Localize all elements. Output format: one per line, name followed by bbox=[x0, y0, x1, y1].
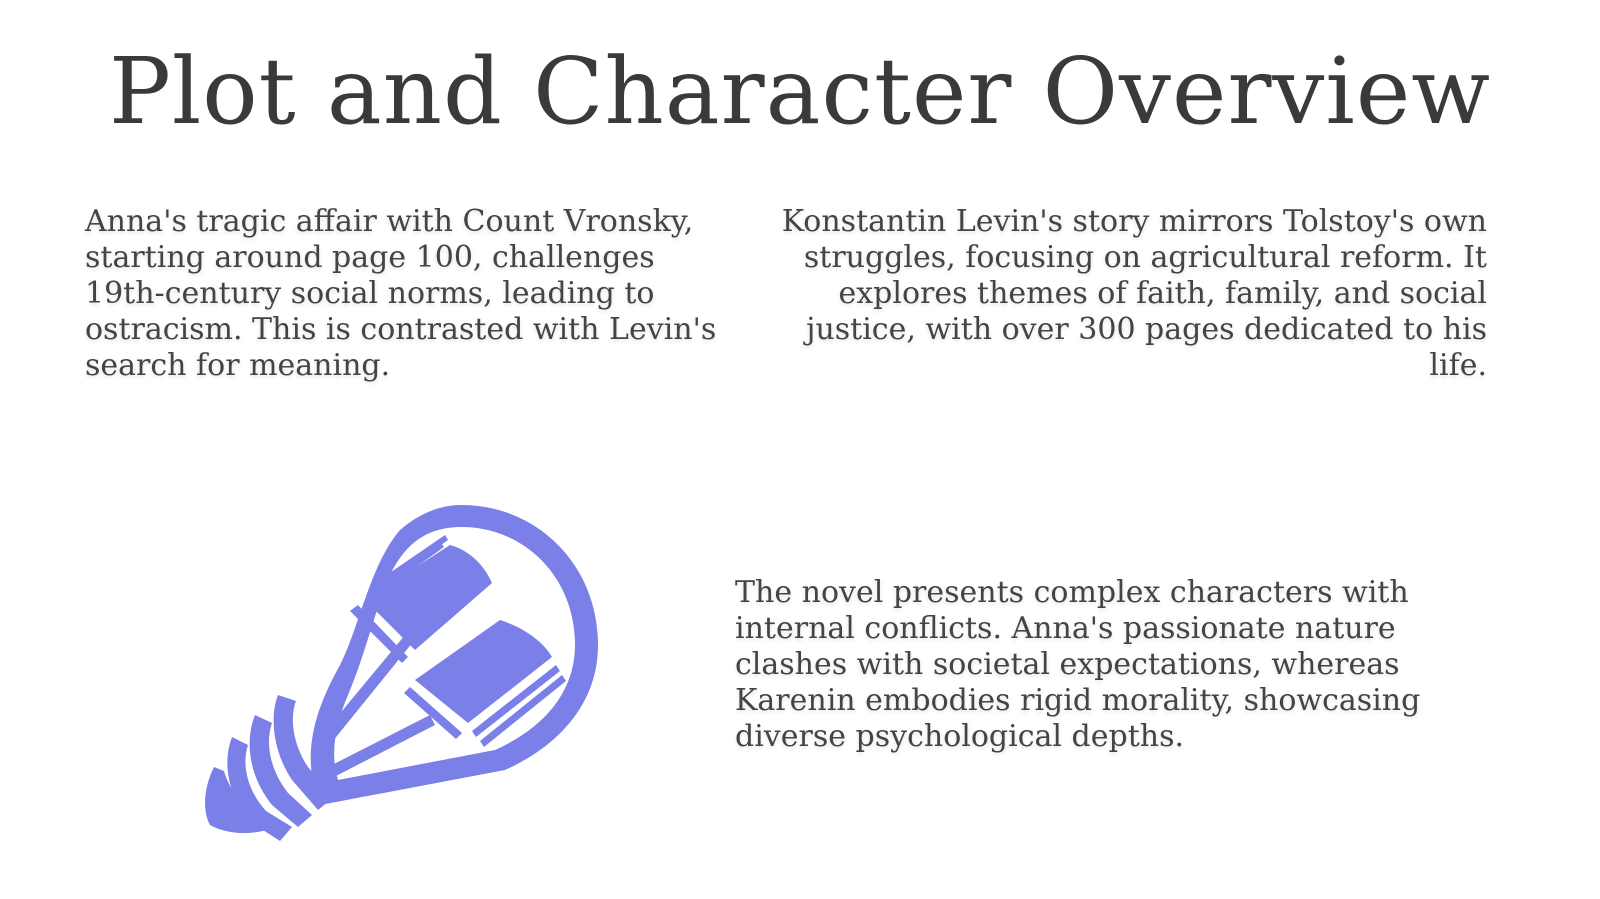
lightbulb-book-icon bbox=[200, 505, 620, 850]
slide-title: Plot and Character Overview bbox=[108, 38, 1492, 145]
levin-paragraph: Konstantin Levin's story mirrors Tolstoy's own struggles, focusing on agricultural reform. It explores themes of faith, family, and social justice, with over 300 pages dedicated to his life. bbox=[781, 204, 1487, 383]
characters-paragraph: The novel presents complex characters with internal conflicts. Anna's passionate nature clashes with societal expectations, whereas Karenin embodies rigid morality, showcasing diverse psychological depths. bbox=[735, 575, 1421, 754]
plot-paragraph: Anna's tragic affair with Count Vronsky, starting around page 100, challenges 19th-century social norms, leading to ostracism. This is contrasted with Levin's search for meaning. bbox=[85, 204, 717, 383]
